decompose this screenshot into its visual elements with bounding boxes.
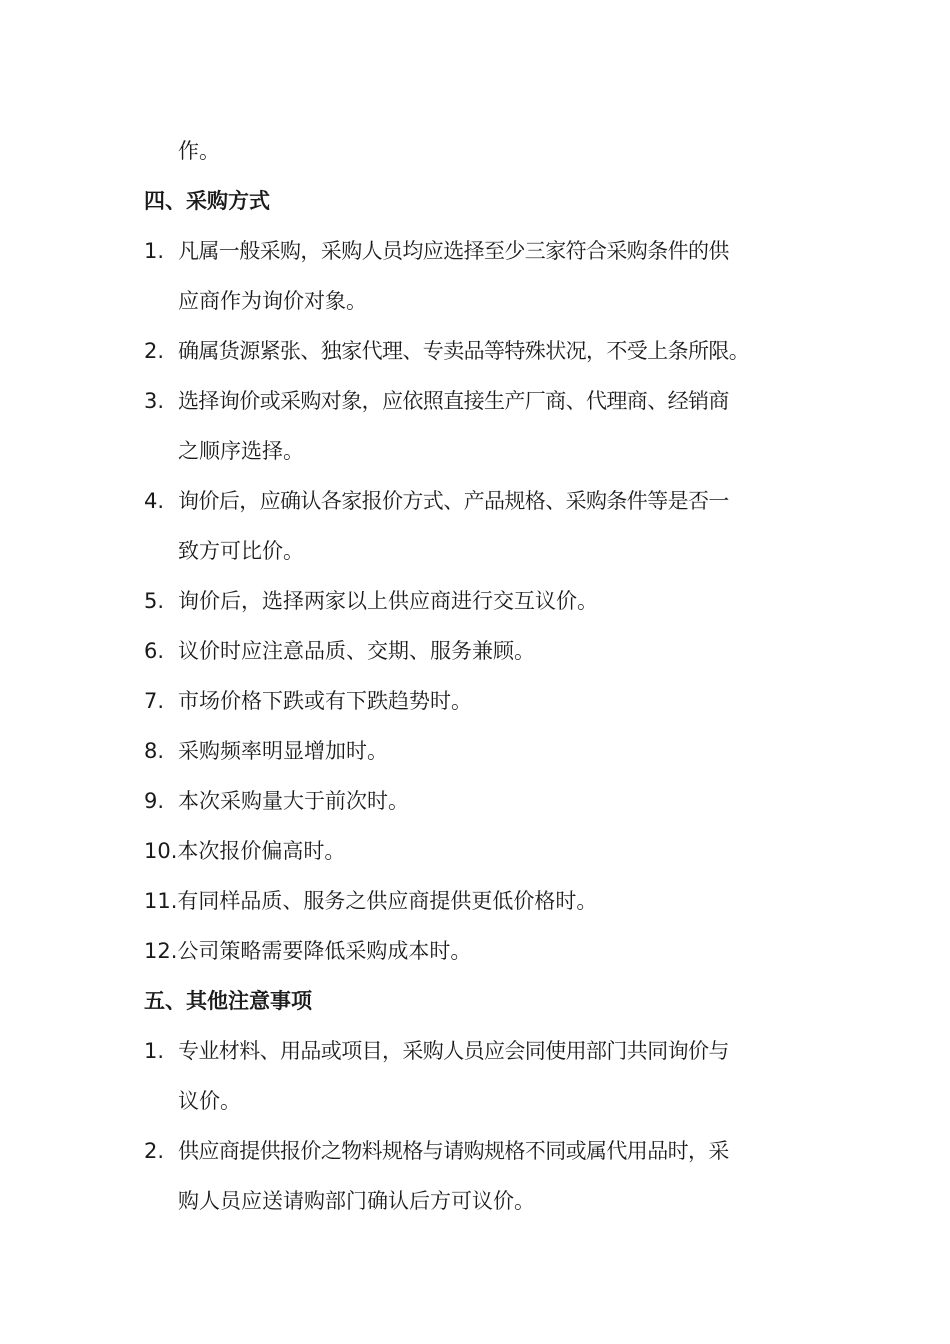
list-item-4-10 bbox=[144, 826, 814, 876]
list-item-text: 询价后，选择两家以上供应商进行交互议价。 bbox=[178, 589, 598, 613]
list-item-text: 有同样品质、服务之供应商提供更低价格时。 bbox=[177, 889, 598, 913]
list-item-number: 7. bbox=[144, 689, 165, 713]
list-item-4-11 bbox=[144, 876, 814, 926]
list-item-text: 采购频率明显增加时。 bbox=[178, 739, 388, 763]
list-item-text: 询价后，应确认各家报价方式、产品规格、采购条件等是否一 bbox=[178, 489, 729, 513]
list-item-4-8 bbox=[144, 726, 814, 776]
list-item-number: 10. bbox=[144, 839, 178, 863]
list-item-text: 购人员应送请购部门确认后方可议价。 bbox=[178, 1189, 535, 1213]
list-item-4-2 bbox=[144, 326, 814, 376]
list-item-text: 选择询价或采购对象，应依照直接生产厂商、代理商、经销商 bbox=[178, 389, 729, 413]
list-item-4-4-continuation bbox=[144, 526, 814, 576]
list-item-text: 供应商提供报价之物料规格与请购规格不同或属代用品时，采 bbox=[178, 1139, 729, 1163]
list-item-text: 确属货源紧张、独家代理、专卖品等特殊状况，不受上条所限。 bbox=[178, 339, 750, 363]
list-item-4-1-continuation bbox=[144, 276, 814, 326]
list-item-number: 3. bbox=[144, 389, 165, 413]
list-item-text: 议价。 bbox=[178, 1089, 241, 1113]
list-item-text: 致方可比价。 bbox=[178, 539, 304, 563]
section-heading-5 bbox=[144, 976, 814, 1026]
list-item-text: 之顺序选择。 bbox=[178, 439, 304, 463]
list-item-number: 9. bbox=[144, 789, 165, 813]
list-item-text: 本次采购量大于前次时。 bbox=[178, 789, 409, 813]
list-item-text: 市场价格下跌或有下跌趋势时。 bbox=[178, 689, 472, 713]
list-item-4-3 bbox=[144, 376, 814, 426]
list-item-number: 1. bbox=[144, 239, 165, 263]
section-heading-text: 四、采购方式 bbox=[144, 189, 270, 213]
list-item-text: 凡属一般采购，采购人员均应选择至少三家符合采购条件的供 bbox=[178, 239, 729, 263]
list-item-number: 2. bbox=[144, 1139, 165, 1163]
list-item-5-2-continuation bbox=[144, 1176, 814, 1226]
list-item-text: 议价时应注意品质、交期、服务兼顾。 bbox=[178, 639, 535, 663]
list-item-text: 应商作为询价对象。 bbox=[178, 289, 367, 313]
list-item-4-3-continuation bbox=[144, 426, 814, 476]
list-item-4-7 bbox=[144, 676, 814, 726]
list-item-text: 公司策略需要降低采购成本时。 bbox=[177, 939, 472, 963]
section-heading-text: 五、其他注意事项 bbox=[144, 989, 312, 1013]
list-item-4-9 bbox=[144, 776, 814, 826]
list-item-number: 8. bbox=[144, 739, 165, 763]
list-item-4-4 bbox=[144, 476, 814, 526]
list-item-number: 1. bbox=[144, 1039, 165, 1063]
section-heading-4 bbox=[144, 176, 814, 226]
list-item-number: 4. bbox=[144, 489, 165, 513]
continuation-line bbox=[144, 126, 814, 176]
list-item-5-2 bbox=[144, 1126, 814, 1176]
list-item-4-12 bbox=[144, 926, 814, 976]
list-item-text: 本次报价偏高时。 bbox=[177, 839, 346, 863]
list-item-5-1-continuation bbox=[144, 1076, 814, 1126]
list-item-4-5 bbox=[144, 576, 814, 626]
list-item-4-1 bbox=[144, 226, 814, 276]
list-item-number: 2. bbox=[144, 339, 165, 363]
list-item-4-6 bbox=[144, 626, 814, 676]
list-item-number: 6. bbox=[144, 639, 165, 663]
list-item-number: 11. bbox=[144, 889, 178, 913]
continuation-text: 作。 bbox=[178, 139, 220, 163]
document-body bbox=[144, 126, 814, 1226]
list-item-number: 5. bbox=[144, 589, 165, 613]
list-item-5-1 bbox=[144, 1026, 814, 1076]
list-item-number: 12. bbox=[144, 939, 178, 963]
list-item-text: 专业材料、用品或项目，采购人员应会同使用部门共同询价与 bbox=[178, 1039, 729, 1063]
